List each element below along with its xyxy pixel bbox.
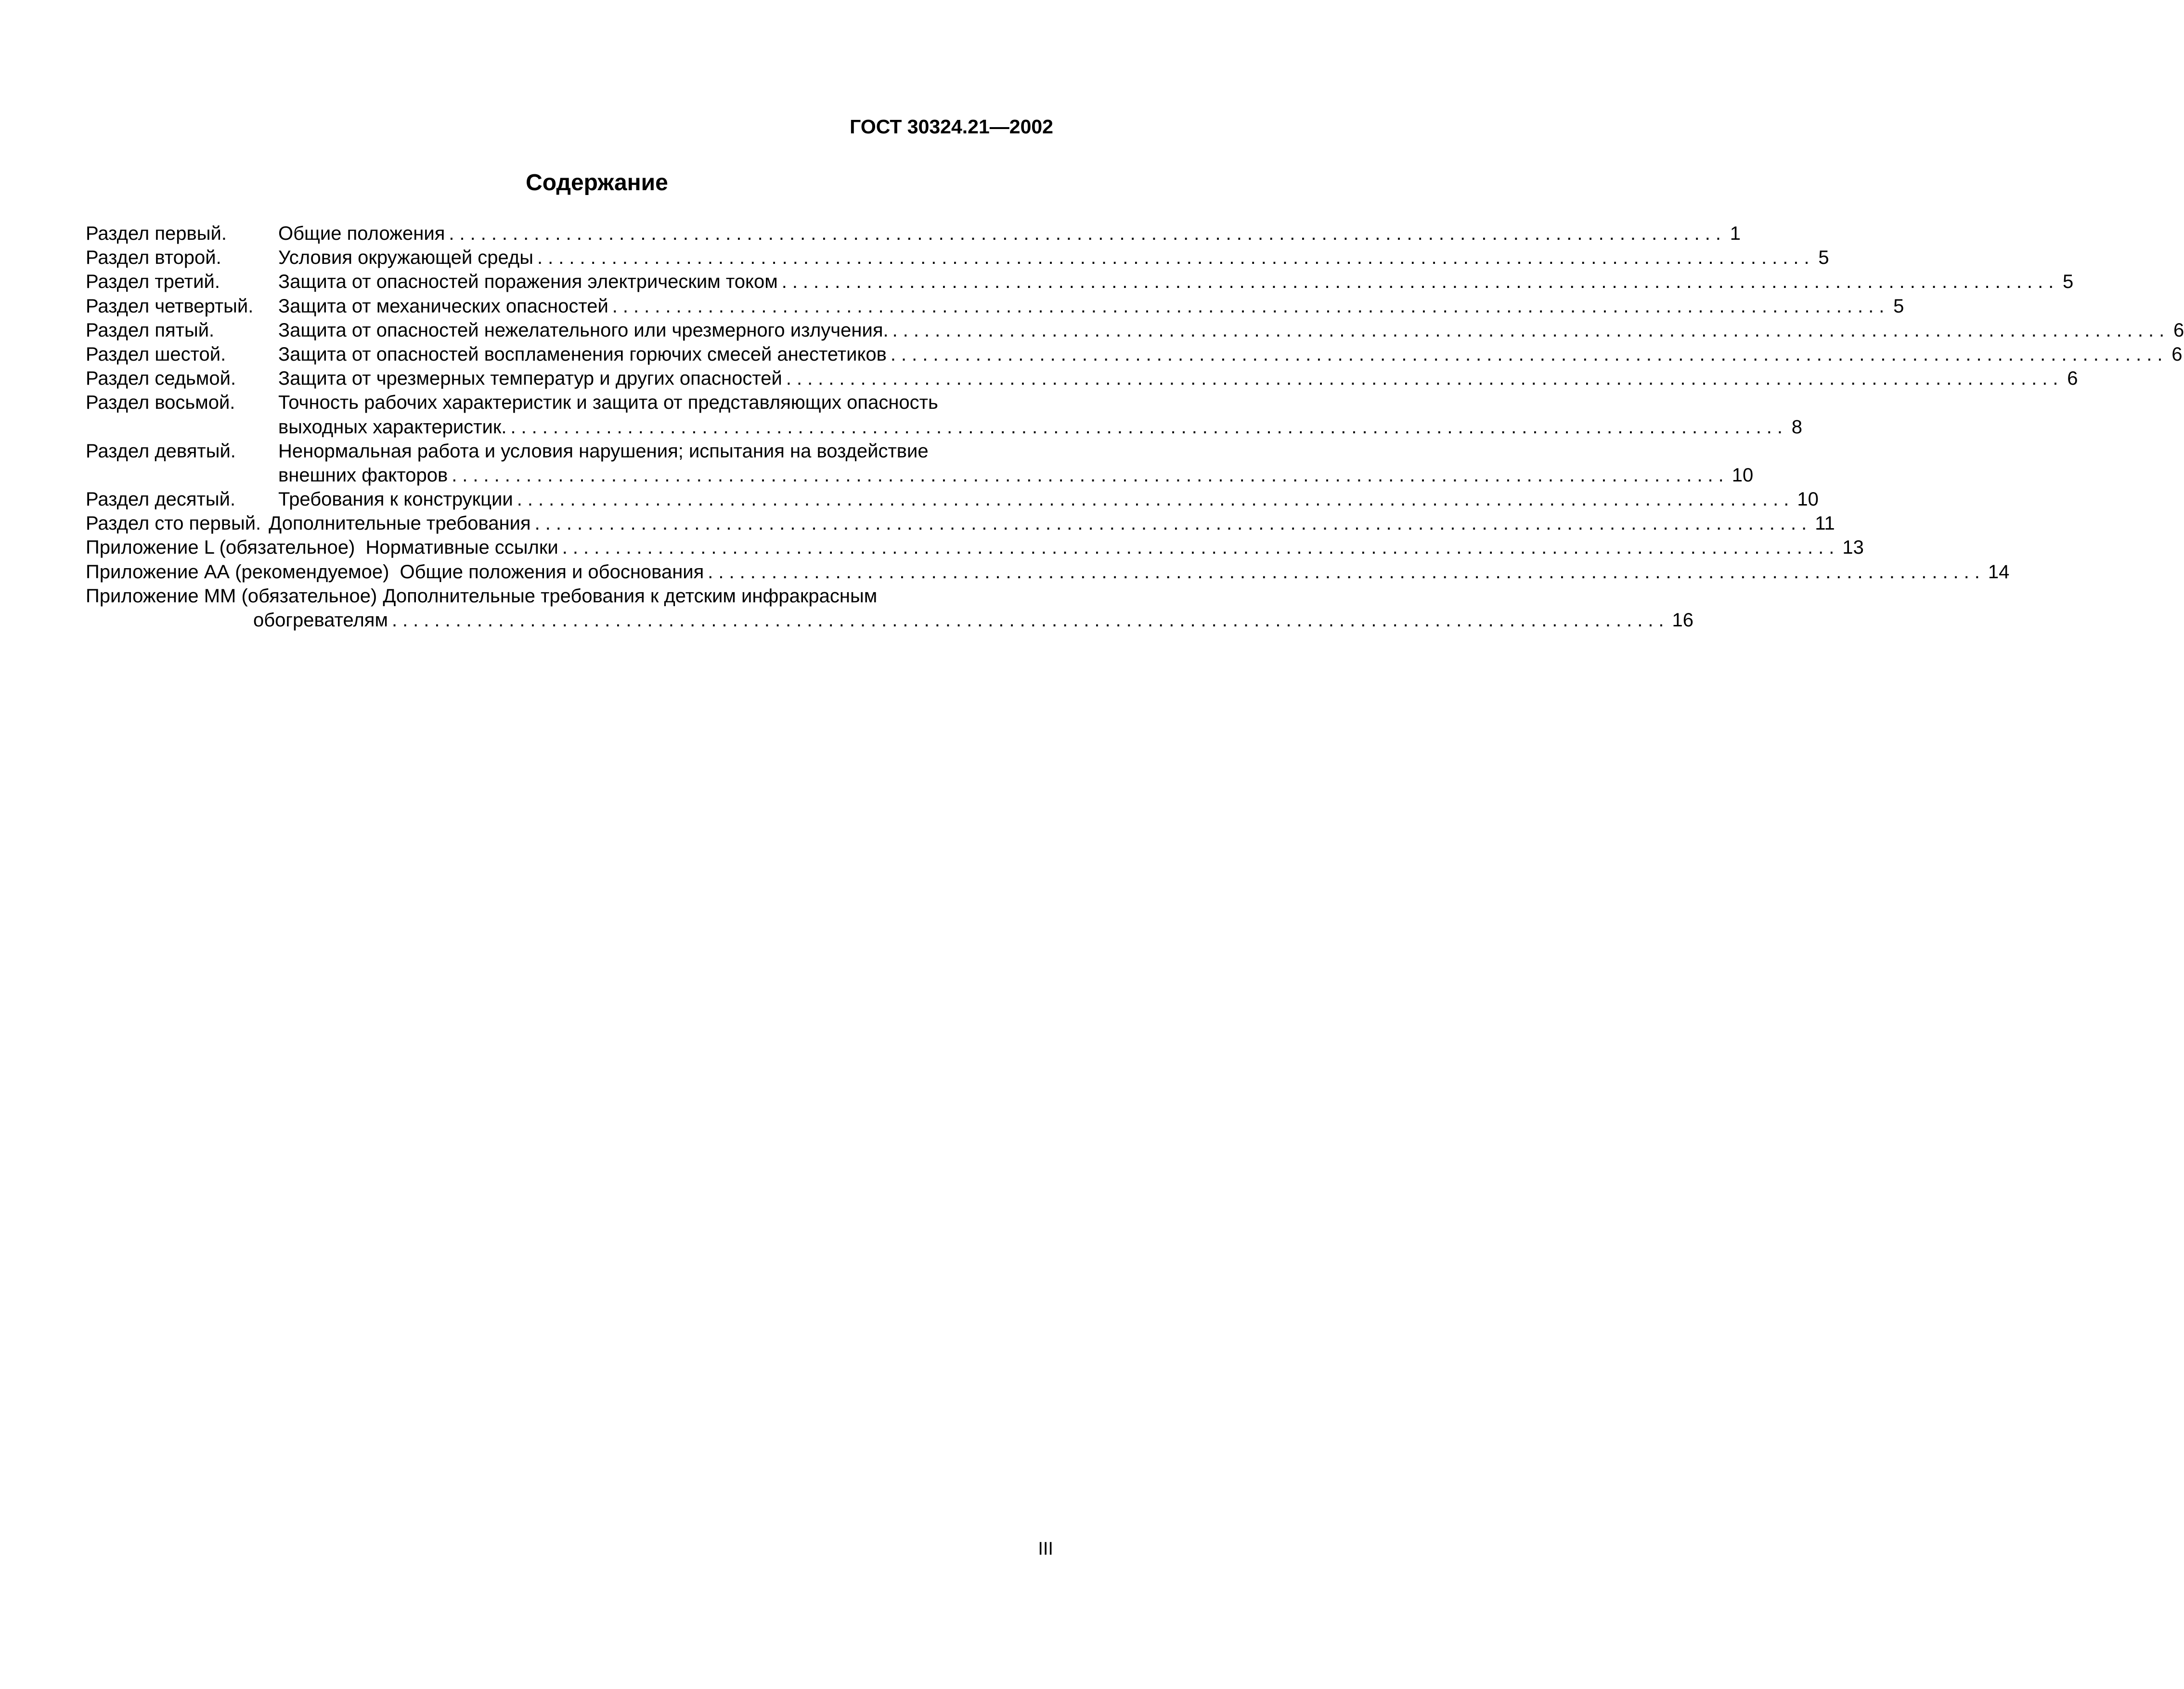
toc-entry-title: Нормативные ссылки (365, 537, 558, 559)
dot-leader: ........................................................................................................................ (892, 319, 2170, 341)
toc-entry-title: Защита от опасностей воспламенения горючих смесей анестетиков (278, 343, 887, 365)
toc-entry-page: 1 (1730, 223, 1741, 244)
toc-entry-page: 8 (1791, 416, 1803, 438)
toc-entry-title: Защита от опасностей поражения электрическим током (278, 271, 778, 293)
dot-leader: ........................................................................................................................ (510, 416, 1788, 438)
toc-entry-label: Раздел шестой. (86, 343, 226, 365)
toc-entry-title-continued: выходных характеристик. (278, 416, 507, 438)
dot-leader: ........................................................................................................................ (708, 561, 1985, 583)
toc-entry[interactable] (86, 318, 2184, 342)
toc-entry-label: Раздел второй. (86, 247, 221, 269)
dot-leader: ........................................................................................................................ (786, 368, 2064, 390)
dot-leader: ........................................................................................................................ (452, 464, 1729, 486)
toc-entry-title: Дополнительные требования (269, 513, 531, 534)
dot-leader: ........................................................................................................................ (612, 295, 1890, 317)
toc-entry-page: 10 (1732, 464, 1754, 486)
toc-entry-page: 5 (2063, 271, 2074, 293)
toc-entry[interactable] (86, 221, 1741, 246)
toc-entry-label: Приложение ММ (обязательное) (86, 585, 377, 607)
toc-entry[interactable] (86, 584, 1053, 608)
toc-entry-title: Требования к конструкции (278, 489, 513, 510)
toc-entry-label: Раздел первый. (86, 223, 227, 244)
toc-entry[interactable] (86, 560, 2010, 584)
dot-leader: ........................................................................................................................ (449, 223, 1726, 244)
toc-entry[interactable] (86, 270, 2074, 294)
toc-entry-title-continued: внешних факторов (278, 464, 448, 486)
toc-entry[interactable] (86, 511, 1835, 535)
toc-entry-label: Раздел девятый. (86, 440, 236, 462)
toc-title: Содержание (526, 170, 668, 195)
toc-entry-title: Ненормальная работа и условия нарушения; испытания на воздействие (278, 440, 929, 462)
toc-entry[interactable] (86, 294, 1904, 318)
toc-entry-title: Защита от опасностей нежелательного или чрезмерного излучения. (278, 319, 889, 341)
toc-entry[interactable] (86, 342, 2183, 366)
document-number: ГОСТ 30324.21—2002 (850, 116, 1053, 138)
toc-entry[interactable] (86, 535, 1864, 559)
toc-entry-label: Приложение L (обязательное) (86, 537, 355, 559)
toc-entry-label: Раздел десятый. (86, 489, 236, 510)
toc-entry-title: Общие положения и обоснования (400, 561, 704, 583)
toc-entry-label: Раздел четвертый. (86, 295, 254, 317)
dot-leader: ........................................................................................................................ (781, 271, 2059, 293)
toc-entry-title: Точность рабочих характеристик и защита от представляющих опасность (278, 392, 938, 414)
toc-entry[interactable] (86, 487, 1819, 511)
dot-leader: ........................................................................................................................ (890, 343, 2168, 365)
toc-entry-page: 6 (2171, 343, 2183, 365)
dot-leader: ........................................................................................................................ (517, 489, 1795, 510)
dot-leader: ........................................................................................................................ (534, 513, 1812, 534)
toc-entry-label: Раздел седьмой. (86, 368, 236, 390)
toc-entry-page: 14 (1988, 561, 2010, 583)
toc-entry-continuation[interactable] (86, 463, 1754, 487)
dot-leader: ........................................................................................................................ (391, 610, 1669, 631)
toc-entry-title: Общие положения (278, 223, 445, 244)
toc-entry-page: 10 (1797, 489, 1819, 510)
toc-entry-page: 6 (2173, 319, 2184, 341)
toc-entry-page: 11 (1815, 513, 1835, 534)
toc-entry-title: Защита от механических опасностей (278, 295, 608, 317)
toc-entry-title: Условия окружающей среды (278, 247, 533, 269)
table-of-contents (86, 221, 2184, 632)
toc-entry[interactable] (86, 246, 1829, 270)
toc-entry-page: 5 (1818, 247, 1829, 269)
toc-entry-page: 6 (2067, 368, 2078, 390)
toc-entry-label: Раздел пятый. (86, 319, 215, 341)
toc-entry-continuation[interactable] (86, 608, 1694, 632)
dot-leader: ........................................................................................................................ (562, 537, 1840, 559)
toc-entry-page: 16 (1672, 610, 1694, 631)
toc-entry-continuation[interactable] (86, 415, 1803, 439)
page-number: III (1038, 1539, 1053, 1559)
toc-entry-page: 5 (1893, 295, 1904, 317)
toc-entry[interactable] (86, 439, 1053, 463)
toc-entry-title: Защита от чрезмерных температур и других опасностей (278, 368, 782, 390)
toc-entry[interactable] (86, 390, 1053, 415)
toc-entry-label: Раздел третий. (86, 271, 220, 293)
dot-leader: ........................................................................................................................ (537, 247, 1815, 269)
toc-entry-label: Приложение АА (рекомендуемое) (86, 561, 389, 583)
toc-entry-label: Раздел сто первый. (86, 513, 261, 534)
toc-entry-title-continued: обогревателям (253, 610, 388, 631)
toc-entry[interactable] (86, 366, 2078, 390)
toc-entry-title: Дополнительные требования к детским инфракрасным (383, 585, 878, 607)
toc-entry-label: Раздел восьмой. (86, 392, 235, 414)
toc-entry-page: 13 (1842, 537, 1864, 559)
